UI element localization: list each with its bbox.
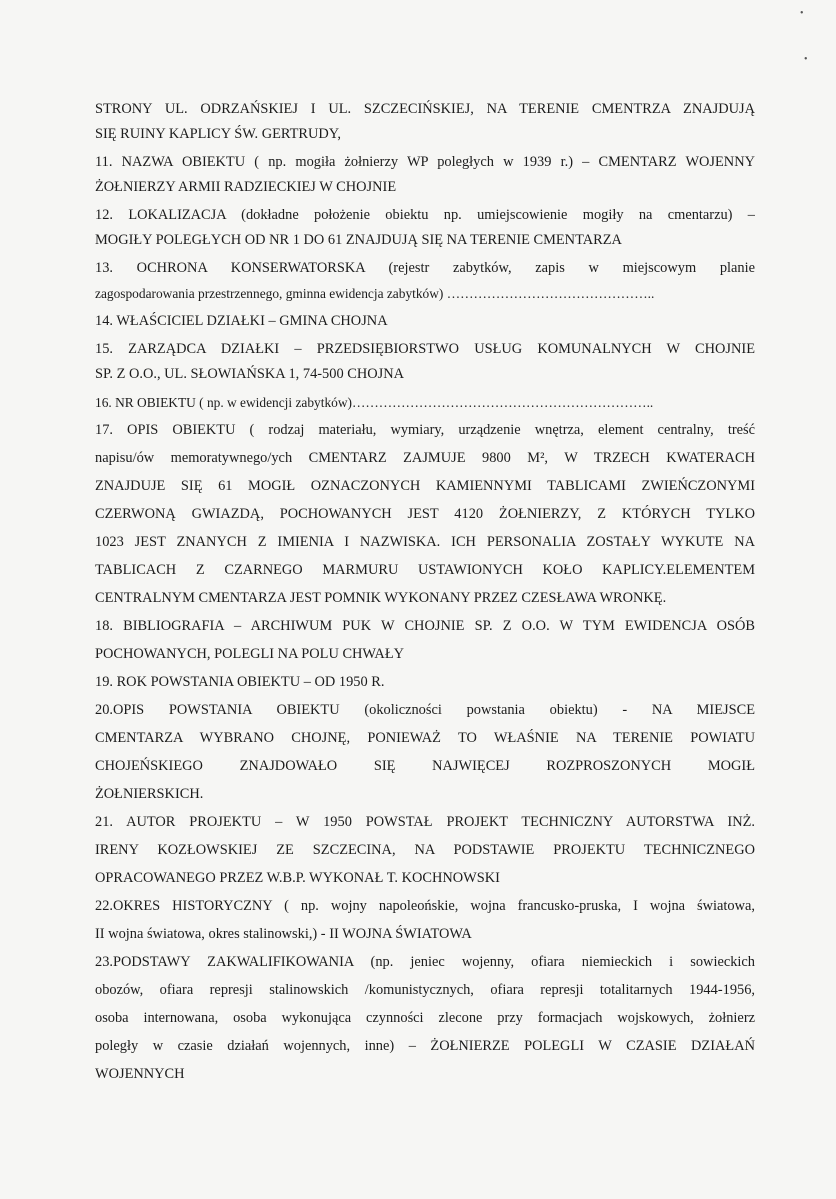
- text-line: OPRACOWANEGO PRZEZ W.B.P. WYKONAŁ T. KOCHNOWSKI: [95, 870, 500, 886]
- text-line: poległy w czasie działań wojennych, inne) – ŻOŁNIERZE POLEGLI W CZASIE DZIAŁAŃ: [95, 1038, 755, 1054]
- text-line: 20.OPIS POWSTANIA OBIEKTU (okoliczności powstania obiektu) - NA MIEJSCE: [95, 702, 755, 718]
- text-line: 15. ZARZĄDCA DZIAŁKI – PRZEDSIĘBIORSTWO USŁUG KOMUNALNYCH W CHOJNIE: [95, 341, 755, 357]
- text-line: 23.PODSTAWY ZAKWALIFIKOWANIA (np. jeniec wojenny, ofiara niemieckich i sowieckich: [95, 954, 755, 970]
- text-line: 14. WŁAŚCICIEL DZIAŁKI – GMINA CHOJNA: [95, 313, 388, 329]
- text-line: 18. BIBLIOGRAFIA – ARCHIWUM PUK W CHOJNIE SP. Z O.O. W TYM EWIDENCJA OSÓB: [95, 618, 755, 634]
- text-line: STRONY UL. ODRZAŃSKIEJ I UL. SZCZECIŃSKIEJ, NA TERENIE CMENTRZA ZNAJDUJĄ: [95, 101, 755, 117]
- text-line: napisu/ów memoratywnego/ych CMENTARZ ZAJMUJE 9800 M², W TRZECH KWATERACH: [95, 450, 755, 466]
- text-line: CHOJEŃSKIEGO ZNAJDOWAŁO SIĘ NAJWIĘCEJ ROZPROSZONYCH MOGIŁ: [95, 758, 755, 774]
- scan-mark: •: [804, 54, 808, 65]
- text-line: IRENY KOZŁOWSKIEJ ZE SZCZECINA, NA PODSTAWIE PROJEKTU TECHNICZNEGO: [95, 842, 755, 858]
- text-line: 16. NR OBIEKTU ( np. w ewidencji zabytków)…………………………………………………………..: [95, 395, 654, 410]
- text-line: 17. OPIS OBIEKTU ( rodzaj materiału, wymiary, urządzenie wnętrza, element centralny, treść: [95, 422, 755, 438]
- text-line: WOJENNYCH: [95, 1066, 185, 1082]
- text-line: obozów, ofiara represji stalinowskich /komunistycznych, ofiara represji totalitarnych 1944-1956,: [95, 982, 755, 998]
- text-line: POCHOWANYCH, POLEGLI NA POLU CHWAŁY: [95, 646, 404, 662]
- text-line: 22.OKRES HISTORYCZNY ( np. wojny napoleońskie, wojna francusko-pruska, I wojna światowa,: [95, 898, 755, 914]
- text-line: 11. NAZWA OBIEKTU ( np. mogiła żołnierzy WP poległych w 1939 r.) – CMENTARZ WOJENNY: [95, 154, 755, 170]
- text-line: 13. OCHRONA KONSERWATORSKA (rejestr zabytków, zapis w miejscowym planie: [95, 260, 755, 276]
- text-line: ŻOŁNIERSKICH.: [95, 786, 204, 802]
- text-line: CENTRALNYM CMENTARZA JEST POMNIK WYKONANY PRZEZ CZESŁAWA WRONKĘ.: [95, 590, 667, 606]
- text-line: II wojna światowa, okres stalinowski,) - II WOJNA ŚWIATOWA: [95, 926, 472, 942]
- text-line: SIĘ RUINY KAPLICY ŚW. GERTRUDY,: [95, 126, 341, 142]
- text-line: SP. Z O.O., UL. SŁOWIAŃSKA 1, 74-500 CHOJNA: [95, 366, 405, 382]
- text-line: 1023 JEST ZNANYCH Z IMIENIA I NAZWISKA. ICH PERSONALIA ZOSTAŁY WYKUTE NA: [95, 534, 755, 550]
- text-line: CZERWONĄ GWIAZDĄ, POCHOWANYCH JEST 4120 ŻOŁNIERZY, Z KTÓRYCH TYLKO: [95, 506, 755, 522]
- text-line: ZNAJDUJE SIĘ 61 MOGIŁ OZNACZONYCH KAMIENNYMI TABLICAMI ZWIEŃCZONYMI: [95, 478, 755, 494]
- text-line: zagospodarowania przestrzennego, gminna ewidencja zabytków) ………………………………………..: [95, 286, 655, 301]
- scan-mark: •: [800, 8, 804, 19]
- text-line: MOGIŁY POLEGŁYCH OD NR 1 DO 61 ZNAJDUJĄ SIĘ NA TERENIE CMENTARZA: [95, 232, 622, 248]
- text-line: 19. ROK POWSTANIA OBIEKTU – OD 1950 R.: [95, 674, 385, 690]
- text-line: TABLICACH Z CZARNEGO MARMURU USTAWIONYCH KOŁO KAPLICY.ELEMENTEM: [95, 562, 755, 578]
- text-line: 12. LOKALIZACJA (dokładne położenie obiektu np. umiejscowienie mogiły na cmentarzu) –: [95, 207, 755, 223]
- text-line: 21. AUTOR PROJEKTU – W 1950 POWSTAŁ PROJEKT TECHNICZNY AUTORSTWA INŻ.: [95, 814, 755, 830]
- text-line: ŻOŁNIERZY ARMII RADZIECKIEJ W CHOJNIE: [95, 179, 397, 195]
- text-line: CMENTARZA WYBRANO CHOJNĘ, PONIEWAŻ TO WŁAŚNIE NA TERENIE POWIATU: [95, 730, 755, 746]
- text-line: osoba internowana, osoba wykonująca czynności zlecone przy formacjach wojskowych, żołnierz: [95, 1010, 755, 1026]
